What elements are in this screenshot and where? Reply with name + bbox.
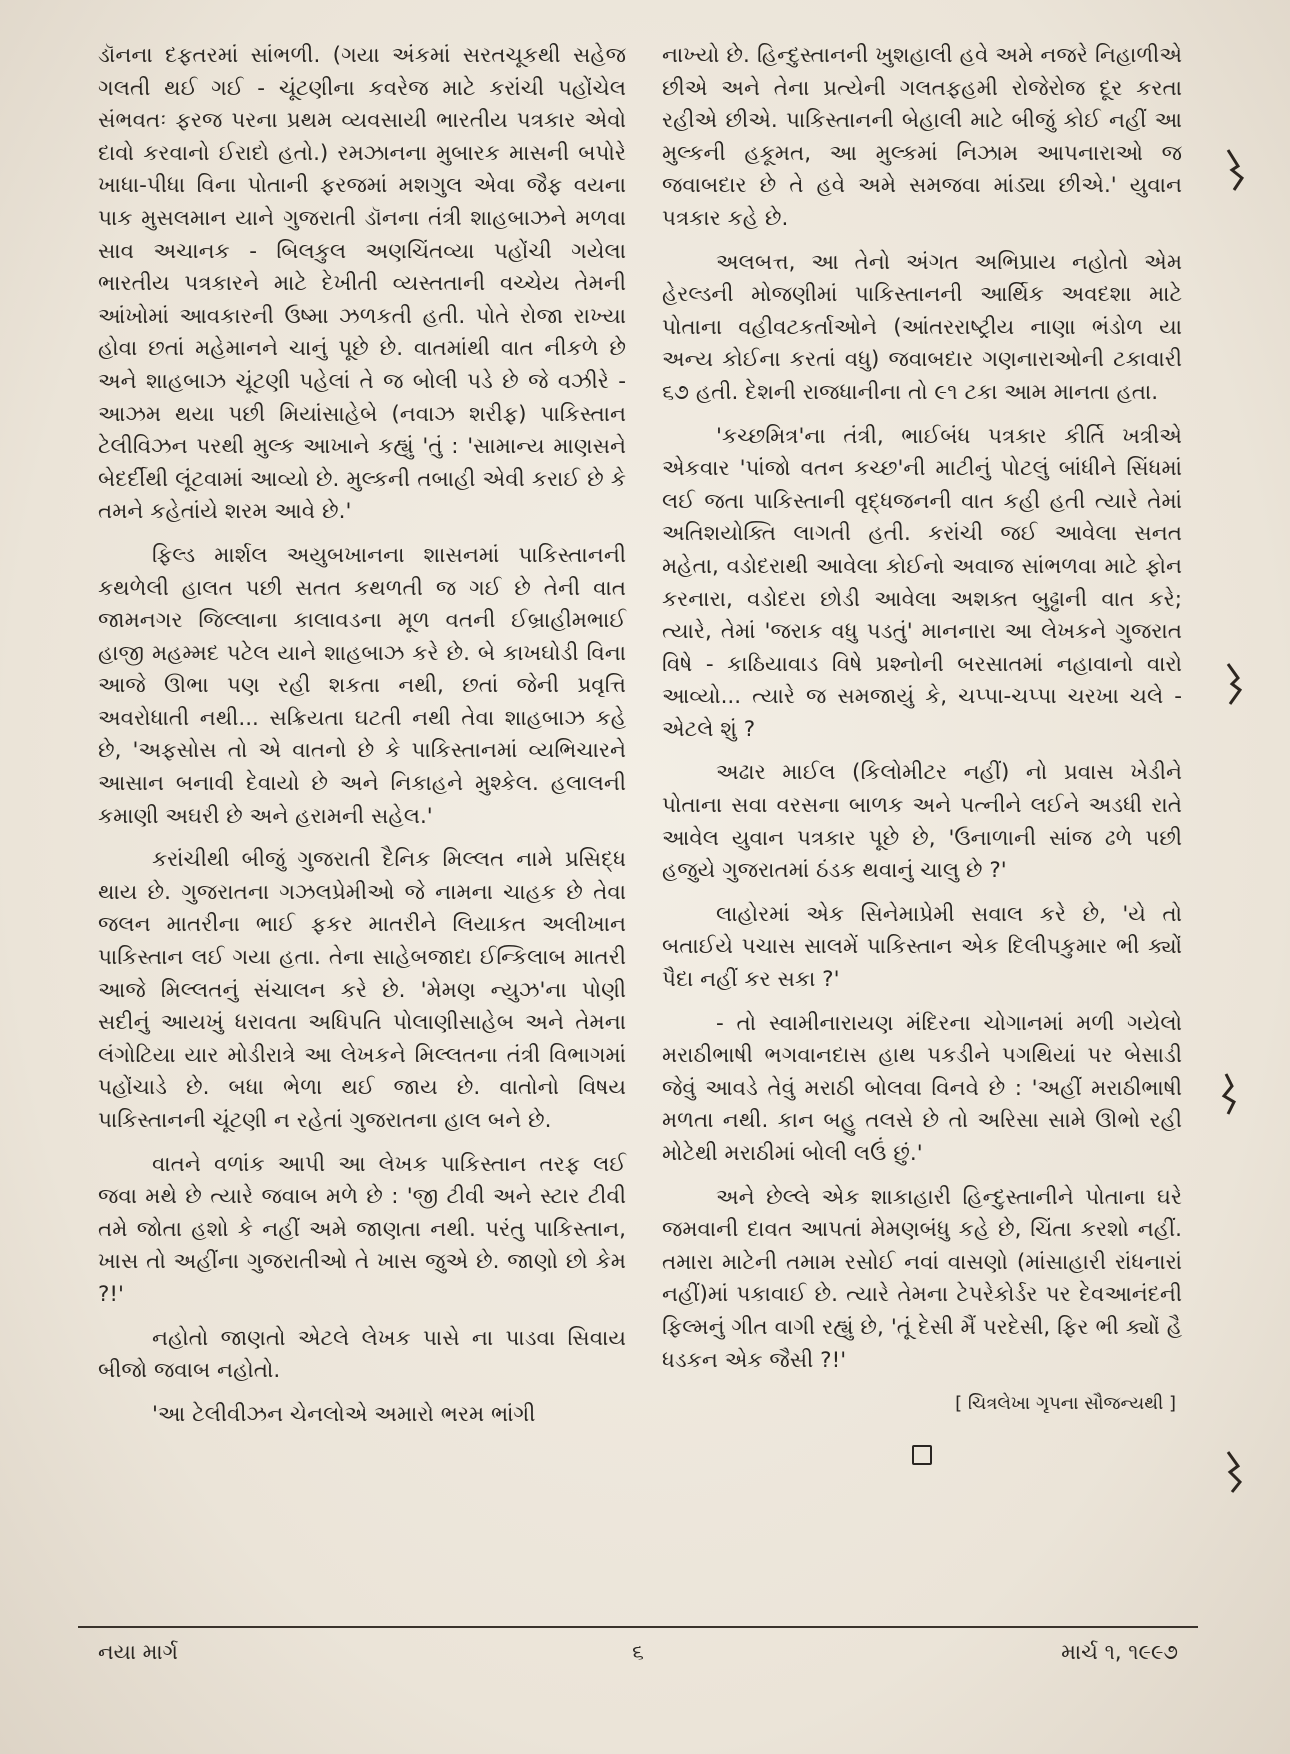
article-paragraph: 'કચ્છમિત્ર'ના તંત્રી, ભાઈબંધ પત્રકાર કીર્તિ ખત્રીએ એકવાર 'પાંજો વતન કચ્છ'ની માટીનું પોટલું બાંધીને સિંધમાં લઈ જતા પાકિસ્તાની વૃદ્ધજનની વાત કહી હતી ત્યારે તેમાં અતિશયોક્તિ લાગતી હતી. કરાંચી જઈ આવેલા સનત મહેતા, વડોદરાથી આવેલા કોઈનો અવાજ સાંભળવા માટે ફોન કરનારા, વડોદરા છોડી આવેલા અશક્ત બુઢ્ઢાની વાત કરે; ત્યારે, તેમાં 'જરાક વધુ પડતું' માનનારા આ લેખકને ગુજરાત વિષે - કાઠિયાવાડ વિષે પ્રશ્નોની બરસાતમાં નહાવાનો વારો આવ્યો... ત્યારે જ સમજાયું કે, ચપ્પા-ચપ્પા ચરખા ચલે - એટલે શું ? [662, 423, 1182, 742]
end-mark-icon [662, 1443, 1182, 1476]
article-paragraph: ફિલ્ડ માર્શલ અયુબખાનના શાસનમાં પાકિસ્તાનની કથળેલી હાલત પછી સતત કથળતી જ ગઈ છે તેની વાત જામનગર જિલ્લાના કાલાવડના મૂળ વતની ઈબ્રાહીમભાઈ હાજી મહમ્મદ પટેલ યાને શાહબાઝ કરે છે. બે કાખઘોડી વિના આજે ઊભા પણ રહી શકતા નથી, છતાં જેની પ્રવૃત્તિ અવરોધાતી નથી... સક્રિયતા ઘટતી નથી તેવા શાહબાઝ કહે છે, 'અફસોસ તો એ વાતનો છે કે પાકિસ્તાનમાં વ્યભિચારને આસાન બનાવી દેવાયો છે અને નિકાહને મુશ્કેલ. હલાલની કમાણી અઘરી છે અને હરામની સહેલ.' [98, 542, 626, 829]
article-paragraph: અને છેલ્લે એક શાકાહારી હિન્દુસ્તાનીને પોતાના ઘરે જમવાની દાવત આપતાં મેમણબંધુ કહે છે, ચિંતા કરશો નહીં. તમારા માટેની તમામ રસોઈ નવાં વાસણો (માંસાહારી રાંધનારાં નહીં)માં પકાવાઈ છે. ત્યારે તેમના ટેપરેકોર્ડર પર દેવઆનંદની ફિલ્મનું ગીત વાગી રહ્યું છે, 'તૂં દેસી મૈં પરદેસી, ફિર ભી ક્યોં હૈ ધડકન એક જૈસી ?!' [662, 1184, 1182, 1373]
paper-tear-icon [1218, 1072, 1240, 1116]
article-paragraph: 'આ ટેલીવીઝન ચેનલોએ અમારો ભરમ ભાંગી [152, 1401, 536, 1427]
article-paragraph: - તો સ્વામીનારાયણ મંદિરના ચોગાનમાં મળી ગયેલો મરાઠીભાષી ભગવાનદાસ હાથ પકડીને પગથિયાં પર બેસાડી જેવું આવડે તેવું મરાઠી બોલવા વિનવે છે : 'અહીં મરાઠીભાષી મળતા નથી. કાન બહુ તલસે છે તો અરિસા સામે ઊભો રહી મોટેથી મરાઠીમાં બોલી લઉં છું.' [662, 1010, 1182, 1166]
page-number: ૬ [632, 1640, 644, 1664]
paper-tear-icon [1222, 662, 1244, 706]
article-paragraph: અલબત્ત, આ તેનો અંગત અભિપ્રાય નહોતો એમ હેરલ્ડની મોજણીમાં પાકિસ્તાનની આર્થિક અવદશા માટે પોતાના વહીવટકર્તાઓને (આંતરરાષ્ટ્રીય નાણા ભંડોળ યા અન્ય કોઈના કરતાં વધુ) જવાબદાર ગણનારાઓની ટકાવારી ૬૭ હતી. દેશની રાજધાનીના તો ૯૧ ટકા આમ માનતા હતા. [662, 249, 1182, 405]
article-paragraph: નાખ્યો છે. હિન્દુસ્તાનની ખુશહાલી હવે અમે નજરે નિહાળીએ છીએ અને તેના પ્રત્યેની ગલતફહમી રોજેરોજ દૂર કરતા રહીએ છીએ. પાકિસ્તાનની બેહાલી માટે બીજું કોઈ નહીં આ મુલ્કની હકૂમત, આ મુલ્કમાં નિઝામ આપનારાઓ જ જવાબદાર છે તે હવે અમે સમજવા માંડ્યા છીએ.' યુવાન પત્રકાર કહે છે. [662, 43, 1182, 231]
source-credit: [ ચિત્રલેખા ગૃપના સૌજન્યથી ] [955, 1393, 1176, 1415]
publication-name: નયા માર્ગ [98, 1640, 178, 1664]
article-paragraph: નહોતો જાણતો એટલે લેખક પાસે ના પાડવા સિવાય બીજો જવાબ નહોતો. [98, 1325, 626, 1384]
right-column [662, 40, 1182, 1475]
article-paragraph: ડૉનના દફતરમાં સાંભળી. (ગયા અંકમાં સરતચૂકથી સહેજ ગલતી થઈ ગઈ - ચૂંટણીના કવરેજ માટે કરાંચી પહોંચેલ સંભવતઃ ફરજ પરના પ્રથમ વ્યવસાયી ભારતીય પત્રકાર એવો દાવો કરવાનો ઈરાદો હતો.) રમઝાનના મુબારક માસની બપોરે ખાધા-પીધા વિના પોતાની ફરજમાં મશગુલ એવા જૈફ વયના પાક મુસલમાન યાને ગુજરાતી ડૉનના તંત્રી શાહબાઝને મળવા સાવ અચાનક - બિલકુલ અણચિંતવ્યા પહોંચી ગયેલા ભારતીય પત્રકારને માટે દેખીતી વ્યસ્તતાની વચ્ચેય તેમની આંખોમાં આવકારની ઉષ્મા ઝળકતી હતી. પોતે રોજા રાખ્યા હોવા છતાં મહેમાનને ચાનું પૂછે છે. વાતમાંથી વાત નીકળે છે અને શાહબાઝ ચૂંટણી પહેલાં તે જ બોલી પડે છે જે વઝીરે - આઝમ થયા પછી મિયાંસાહેબે (નવાઝ શરીફ) પાકિસ્તાન ટેલીવિઝન પરથી મુલ્ક આખાને કહ્યું 'તું : 'સામાન્ય માણસને બેદર્દીથી લૂંટવામાં આવ્યો છે. મુલ્કની તબાહી એવી કરાઈ છે કે તમને કહેતાંયે શરમ આવે છે.' [98, 43, 626, 525]
paper-tear-icon [1222, 1450, 1244, 1494]
article-paragraph: વાતને વળાંક આપી આ લેખક પાકિસ્તાન તરફ લઈ જવા મથે છે ત્યારે જવાબ મળે છે : 'જી ટીવી અને સ્ટાર ટીવી તમે જોતા હશો કે નહીં અમે જાણતા નથી. પરંતુ પાકિસ્તાન, ખાસ તો અહીંના ગુજરાતીઓ તે ખાસ જુએ છે. જાણો છો કેમ ?!' [98, 1151, 626, 1307]
page-footer [98, 1640, 1178, 1676]
article-paragraph: લાહોરમાં એક સિનેમાપ્રેમી સવાલ કરે છે, 'યે તો બતાઈયે પચાસ સાલમેં પાકિસ્તાન એક દિલીપકુમાર ભી ક્યોં પૈદા નહીં કર સકા ?' [662, 901, 1182, 993]
issue-date: માર્ચ ૧, ૧૯૯૭ [1061, 1640, 1178, 1664]
paper-tear-icon [1224, 148, 1246, 192]
footer-divider [78, 1626, 1198, 1628]
left-column [98, 40, 626, 1442]
article-paragraph: કરાંચીથી બીજું ગુજરાતી દૈનિક મિલ્લત નામે પ્રસિદ્ધ થાય છે. ગુજરાતના ગઝલપ્રેમીઓ જે નામના ચાહક છે તેવા જલન માતરીના ભાઈ ફકર માતરીને લિયાકત અલીખાન પાકિસ્તાન લઈ ગયા હતા. તેના સાહેબજાદા ઈન્કિલાબ માતરી આજે મિલ્લતનું સંચાલન કરે છે. 'મેમણ ન્યુઝ'ના પોણી સદીનું આયખું ધરાવતા અધિપતિ પોલાણીસાહેબ અને તેમના લંગોટિયા યાર મોડીરાત્રે આ લેખકને મિલ્લતના તંત્રી વિભાગમાં પહોંચાડે છે. બધા ભેળા થઈ જાય છે. વાતોનો વિષય પાકિસ્તાનની ચૂંટણી ન રહેતાં ગુજરાતના હાલ બને છે. [98, 847, 626, 1133]
article-paragraph: અઢાર માઈલ (કિલોમીટર નહીં) નો પ્રવાસ ખેડીને પોતાના સવા વરસના બાળક અને પત્નીને લઈને અડધી રાતે આવેલ યુવાન પત્રકાર પૂછે છે, 'ઉનાળાની સાંજ ઢળે પછી હજુયે ગુજરાતમાં ઠંડક થવાનું ચાલુ છે ?' [662, 760, 1182, 884]
